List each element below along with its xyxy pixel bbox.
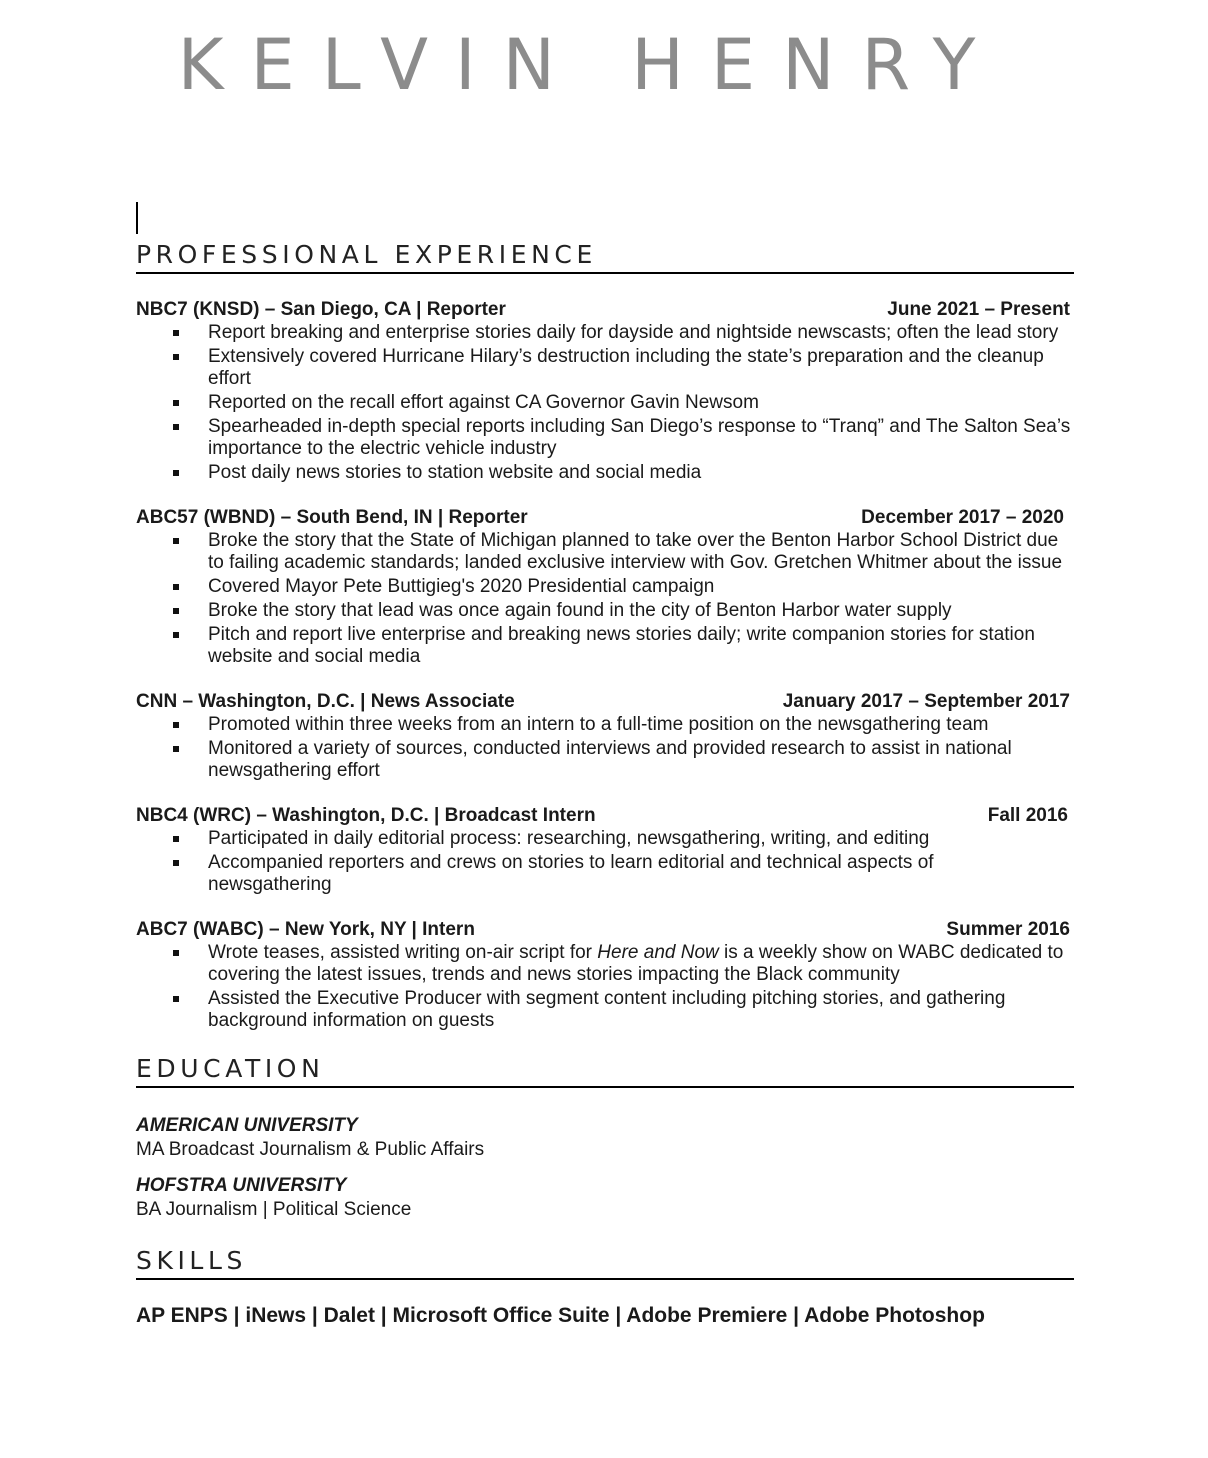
job-dates: June 2021 – Present (887, 299, 1070, 320)
text-cursor (136, 202, 138, 234)
bullet-square-icon (173, 584, 179, 590)
bullet-item (136, 714, 1074, 736)
school-name: AMERICAN UNIVERSITY (136, 1115, 358, 1136)
bullet-item (136, 530, 1074, 574)
bullet-item (136, 600, 1074, 622)
bullet-square-icon (173, 996, 179, 1002)
bullet-text: Assisted the Executive Producer with segment content including pitching stories, and gathering background information on guests (208, 988, 1006, 1031)
job-entry (136, 804, 1074, 896)
candidate-name: KELVIN HENRY (177, 24, 1003, 106)
bullet-text: Report breaking and enterprise stories daily for dayside and nightside newscasts; often the lead story (208, 322, 1059, 343)
bullet-text: Wrote teases, assisted writing on-air script for Here and Now is a weekly show on WABC dedicated to covering the latest issues, trends and news stories impacting the Black community (208, 942, 1064, 985)
job-entry (136, 298, 1074, 484)
bullet-square-icon (173, 608, 179, 614)
bullet-text: Broke the story that the State of Michigan planned to take over the Benton Harbor School District due to failing academic standards; landed exclusive interview with Gov. Gretchen Whitmer about the issue (208, 530, 1063, 573)
bullet-text: Spearheaded in-depth special reports including San Diego’s response to “Tranq” and The Salton Sea’s importance to the electric vehicle industry (208, 416, 1071, 459)
job-dates: January 2017 – September 2017 (782, 691, 1070, 712)
bullet-square-icon (173, 538, 179, 544)
job-dates: December 2017 – 2020 (861, 507, 1064, 528)
section-heading-skills: SKILLS (136, 1244, 1074, 1280)
bullet-text: Monitored a variety of sources, conducted interviews and provided research to assist in national newsgathering effort (208, 738, 1012, 781)
job-title: CNN – Washington, D.C. | News Associate (136, 691, 515, 712)
section-heading-education: EDUCATION (136, 1052, 1074, 1088)
bullet-item (136, 624, 1074, 668)
school-name: HOFSTRA UNIVERSITY (136, 1175, 347, 1196)
section-heading-experience: PROFESSIONAL EXPERIENCE (136, 238, 1074, 274)
bullet-square-icon (173, 860, 179, 866)
job-title: ABC57 (WBND) – South Bend, IN | Reporter (136, 507, 528, 528)
bullet-square-icon (173, 354, 179, 360)
job-header (136, 298, 1074, 322)
job-title: NBC7 (KNSD) – San Diego, CA | Reporter (136, 299, 506, 320)
degree: MA Broadcast Journalism & Public Affairs (136, 1139, 485, 1160)
bullet-text: Broke the story that lead was once again found in the city of Benton Harbor water supply (208, 600, 952, 621)
bullet-item (136, 988, 1074, 1032)
job-bullets (136, 322, 1074, 484)
job-bullets (136, 828, 1074, 896)
bullet-square-icon (173, 400, 179, 406)
job-bullets (136, 714, 1074, 782)
bullet-square-icon (173, 632, 179, 638)
job-title: NBC4 (WRC) – Washington, D.C. | Broadcast Intern (136, 805, 596, 826)
bullet-text: Promoted within three weeks from an intern to a full-time position on the newsgathering team (208, 714, 989, 735)
bullet-square-icon (173, 746, 179, 752)
bullet-item (136, 322, 1074, 344)
bullet-item (136, 392, 1074, 414)
bullet-text: Post daily news stories to station website and social media (208, 462, 702, 483)
job-entry (136, 690, 1074, 782)
bullet-text: Covered Mayor Pete Buttigieg's 2020 Presidential campaign (208, 576, 715, 597)
bullet-item (136, 416, 1074, 460)
bullet-text: Pitch and report live enterprise and breaking news stories daily; write companion stories for station website and social media (208, 624, 1035, 667)
bullet-item (136, 852, 1074, 896)
job-header (136, 690, 1074, 714)
bullet-text: Extensively covered Hurricane Hilary’s destruction including the state’s preparation and the cleanup effort (208, 346, 1044, 389)
bullet-text: Accompanied reporters and crews on stories to learn editorial and technical aspects of newsgathering (208, 852, 934, 895)
bullet-item (136, 828, 1074, 850)
bullet-item (136, 738, 1074, 782)
bullet-square-icon (173, 330, 179, 336)
bullet-item (136, 346, 1074, 390)
bullet-square-icon (173, 470, 179, 476)
job-dates: Summer 2016 (946, 919, 1070, 940)
bullet-item (136, 576, 1074, 598)
bullet-square-icon (173, 950, 179, 956)
job-bullets (136, 942, 1074, 1032)
bullet-square-icon (173, 424, 179, 430)
bullet-text: Participated in daily editorial process: researching, newsgathering, writing, and editing (208, 828, 930, 849)
resume-body (136, 238, 1074, 1330)
bullet-square-icon (173, 836, 179, 842)
degree: BA Journalism | Political Science (136, 1199, 412, 1220)
skills-list: AP ENPS | iNews | Dalet | Microsoft Office Suite | Adobe Premiere | Adobe Photoshop (136, 1304, 985, 1327)
job-title: ABC7 (WABC) – New York, NY | Intern (136, 919, 475, 940)
job-entry (136, 506, 1074, 668)
education-entry (136, 1174, 1074, 1222)
bullet-square-icon (173, 722, 179, 728)
education-entry (136, 1114, 1074, 1162)
job-dates: Fall 2016 (987, 805, 1068, 826)
job-bullets (136, 530, 1074, 668)
job-entry (136, 918, 1074, 1032)
bullet-item (136, 942, 1074, 986)
bullet-text: Reported on the recall effort against CA Governor Gavin Newsom (208, 392, 759, 413)
job-header (136, 918, 1074, 942)
bullet-item (136, 462, 1074, 484)
job-header (136, 506, 1074, 530)
job-header (136, 804, 1074, 828)
